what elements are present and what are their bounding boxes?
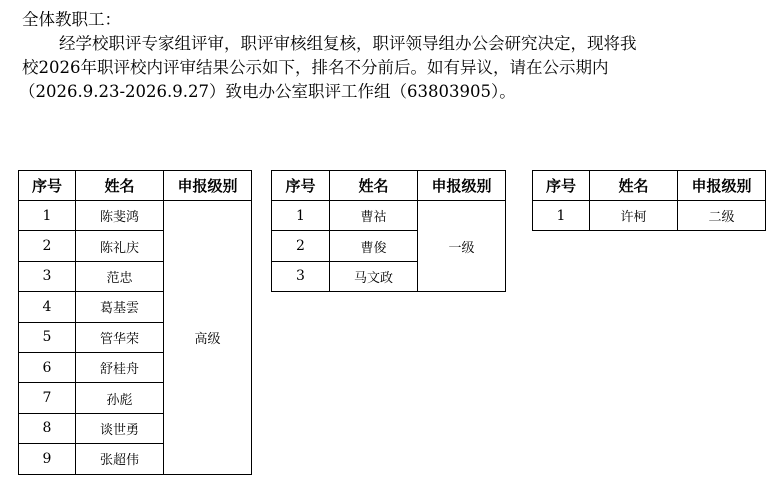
index-header: 序号 <box>272 171 330 201</box>
name-cell: 许柯 <box>590 201 678 231</box>
notice-body-line: 经学校职评专家组评审，职评审核组复核，职评领导组办公会研究决定，现将我 <box>59 34 637 53</box>
senior-level-table <box>18 170 252 475</box>
level-cell: 二级 <box>678 201 766 231</box>
second-level-table <box>532 170 766 231</box>
index-cell: 2 <box>19 231 76 261</box>
first-level-table <box>271 170 506 292</box>
name-header: 姓名 <box>590 171 678 201</box>
index-cell: 9 <box>19 444 76 474</box>
index-cell: 5 <box>19 322 76 352</box>
index-cell: 7 <box>19 383 76 413</box>
table-header-row <box>272 171 506 201</box>
level-cell: 高级 <box>164 201 252 475</box>
name-cell: 管华荣 <box>76 322 164 352</box>
name-cell: 范忠 <box>76 261 164 291</box>
index-header: 序号 <box>19 171 76 201</box>
name-cell: 张超伟 <box>76 444 164 474</box>
level-header: 申报级别 <box>418 171 506 201</box>
name-cell: 陈礼庆 <box>76 231 164 261</box>
notice-text <box>19 8 774 104</box>
index-cell: 1 <box>19 201 76 231</box>
table-row <box>533 201 766 231</box>
table-row <box>272 201 506 231</box>
name-header: 姓名 <box>76 171 164 201</box>
index-cell: 6 <box>19 352 76 382</box>
index-cell: 4 <box>19 292 76 322</box>
name-cell: 孙彪 <box>76 383 164 413</box>
name-cell: 陈斐鸿 <box>76 201 164 231</box>
table-header-row <box>533 171 766 201</box>
level-cell: 一级 <box>418 201 506 292</box>
name-header: 姓名 <box>330 171 418 201</box>
index-cell: 2 <box>272 231 330 261</box>
index-header: 序号 <box>533 171 590 201</box>
name-cell: 曹俊 <box>330 231 418 261</box>
index-cell: 1 <box>272 201 330 231</box>
index-cell: 3 <box>19 261 76 291</box>
notice-body-line: （2026.9.23-2026.9.27）致电办公室职评工作组（63803905）。 <box>19 82 516 101</box>
name-cell: 舒桂舟 <box>76 352 164 382</box>
salutation: 全体教职工： <box>22 10 121 29</box>
table-header-row <box>19 171 252 201</box>
name-cell: 谈世勇 <box>76 413 164 443</box>
name-cell: 葛基雲 <box>76 292 164 322</box>
name-cell: 曹祜 <box>330 201 418 231</box>
level-header: 申报级别 <box>164 171 252 201</box>
index-cell: 8 <box>19 413 76 443</box>
index-cell: 1 <box>533 201 590 231</box>
name-cell: 马文政 <box>330 261 418 291</box>
notice-body-line: 校2026年职评校内评审结果公示如下，排名不分前后。如有异议，请在公示期内 <box>22 58 609 77</box>
level-header: 申报级别 <box>678 171 766 201</box>
table-row <box>19 201 252 231</box>
index-cell: 3 <box>272 261 330 291</box>
